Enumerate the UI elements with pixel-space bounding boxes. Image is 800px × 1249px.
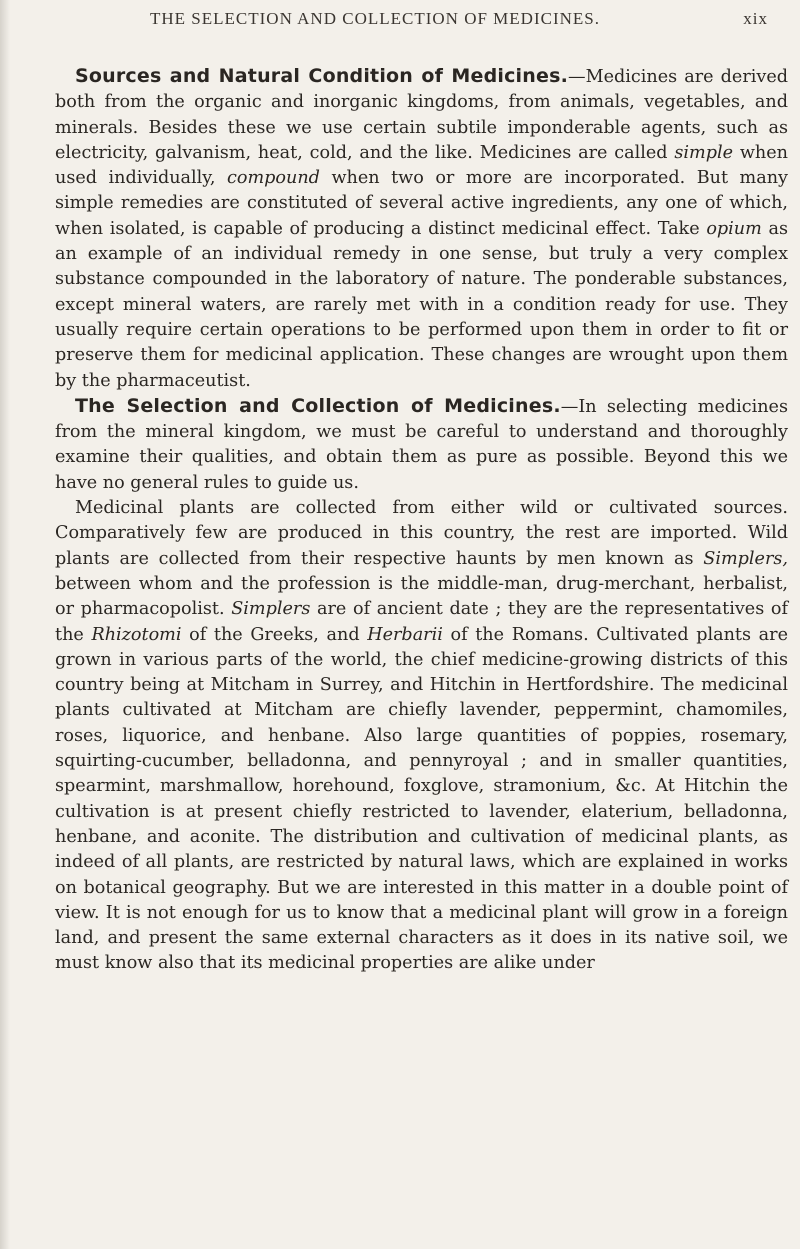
italic-term: simple (674, 142, 734, 163)
italic-term: opium (706, 218, 762, 239)
text-run: are of ancient date ; they are the representatives of the (55, 599, 788, 645)
text-run: —In selecting medicines from the mineral kingdom, we must be careful to understand and thoroughly examine their qualities, and obtain them as pure as possible. Beyond this we have no general rules to guide us. (55, 396, 788, 493)
running-head (120, 9, 780, 39)
paragraph (55, 496, 788, 977)
italic-term: Rhizotomi (91, 624, 182, 645)
paragraph (55, 394, 788, 496)
section-heading: Sources and Natural Condition of Medicines. (75, 65, 569, 87)
body-text (55, 64, 788, 977)
text-run: —Medicines are derived both from the organic and inorganic kingdoms, from animals, vegetables, and minerals. Besides these we use certain subtile imponderable agents, such as electricity, galvanism, heat, cold, and the like. Medicines are called (55, 67, 788, 163)
paragraph (55, 64, 788, 394)
text-run: Medicinal plants are collected from either wild or cultivated sources. Comparatively few are produced in this country, the rest are imported. Wild plants are collected from their respective haunts by men known as (55, 498, 788, 569)
text-run: as an example of an individual remedy in one sense, but truly a very complex substance compounded in the laboratory of nature. The ponderable substances, except mineral waters, are rarely met with in a condition ready for use. They usually require certain operations to be performed upon them in order to fit or preserve them for medicinal application. These changes are wrought upon them by the pharmaceutist. (55, 218, 788, 391)
page-gutter-shadow (0, 0, 10, 1249)
italic-term: compound (227, 168, 320, 189)
text-run: of the Greeks, and (181, 624, 368, 645)
page-number: xix (743, 9, 768, 28)
italic-term: Herbarii (367, 624, 443, 645)
text-run: when two or more are incorporated. But many simple remedies are constituted of several active ingredients, any one of which, when isolated, is capable of producing a distinct medicinal effect. Take (55, 168, 788, 239)
section-heading: The Selection and Collection of Medicines. (75, 394, 561, 417)
text-run: of the Romans. Cultivated plants are grown in various parts of the world, the chief medicine-growing districts of this country being at Mitcham in Surrey, and Hitchin in Hertfordshire. The medicinal plants cultivated at Mitcham are chiefly lavender, peppermint, chamomiles, roses, liquorice, and henbane. Also large quantities of poppies, rosemary, squirting-cucumber, belladonna, and pennyroyal ; and in smaller quantities, spearmint, marshmallow, horehound, foxglove, stramonium, &c. At Hitchin the cultivation is at present chiefly restricted to lavender, elaterium, belladonna, henbane, and aconite. The distribution and cultivation of medicinal plants, as indeed of all plants, are restricted by natural laws, which are explained in works on botanical geography. But we are interested in this matter in a double point of view. It is not enough for us to know that a medicinal plant will grow in a foreign land, and present the same external characters as it does in its native soil, we must know also that its medicinal properties are alike under (55, 624, 788, 974)
text-run: between whom and the profession is the middle-man, drug-merchant, herbalist, or pharmacopolist. (55, 573, 788, 620)
running-title: THE SELECTION AND COLLECTION OF MEDICINES. (150, 9, 600, 28)
text-run: when used individually, (55, 142, 788, 189)
italic-term: Simplers (231, 599, 311, 620)
italic-term: Simplers, (703, 548, 788, 569)
